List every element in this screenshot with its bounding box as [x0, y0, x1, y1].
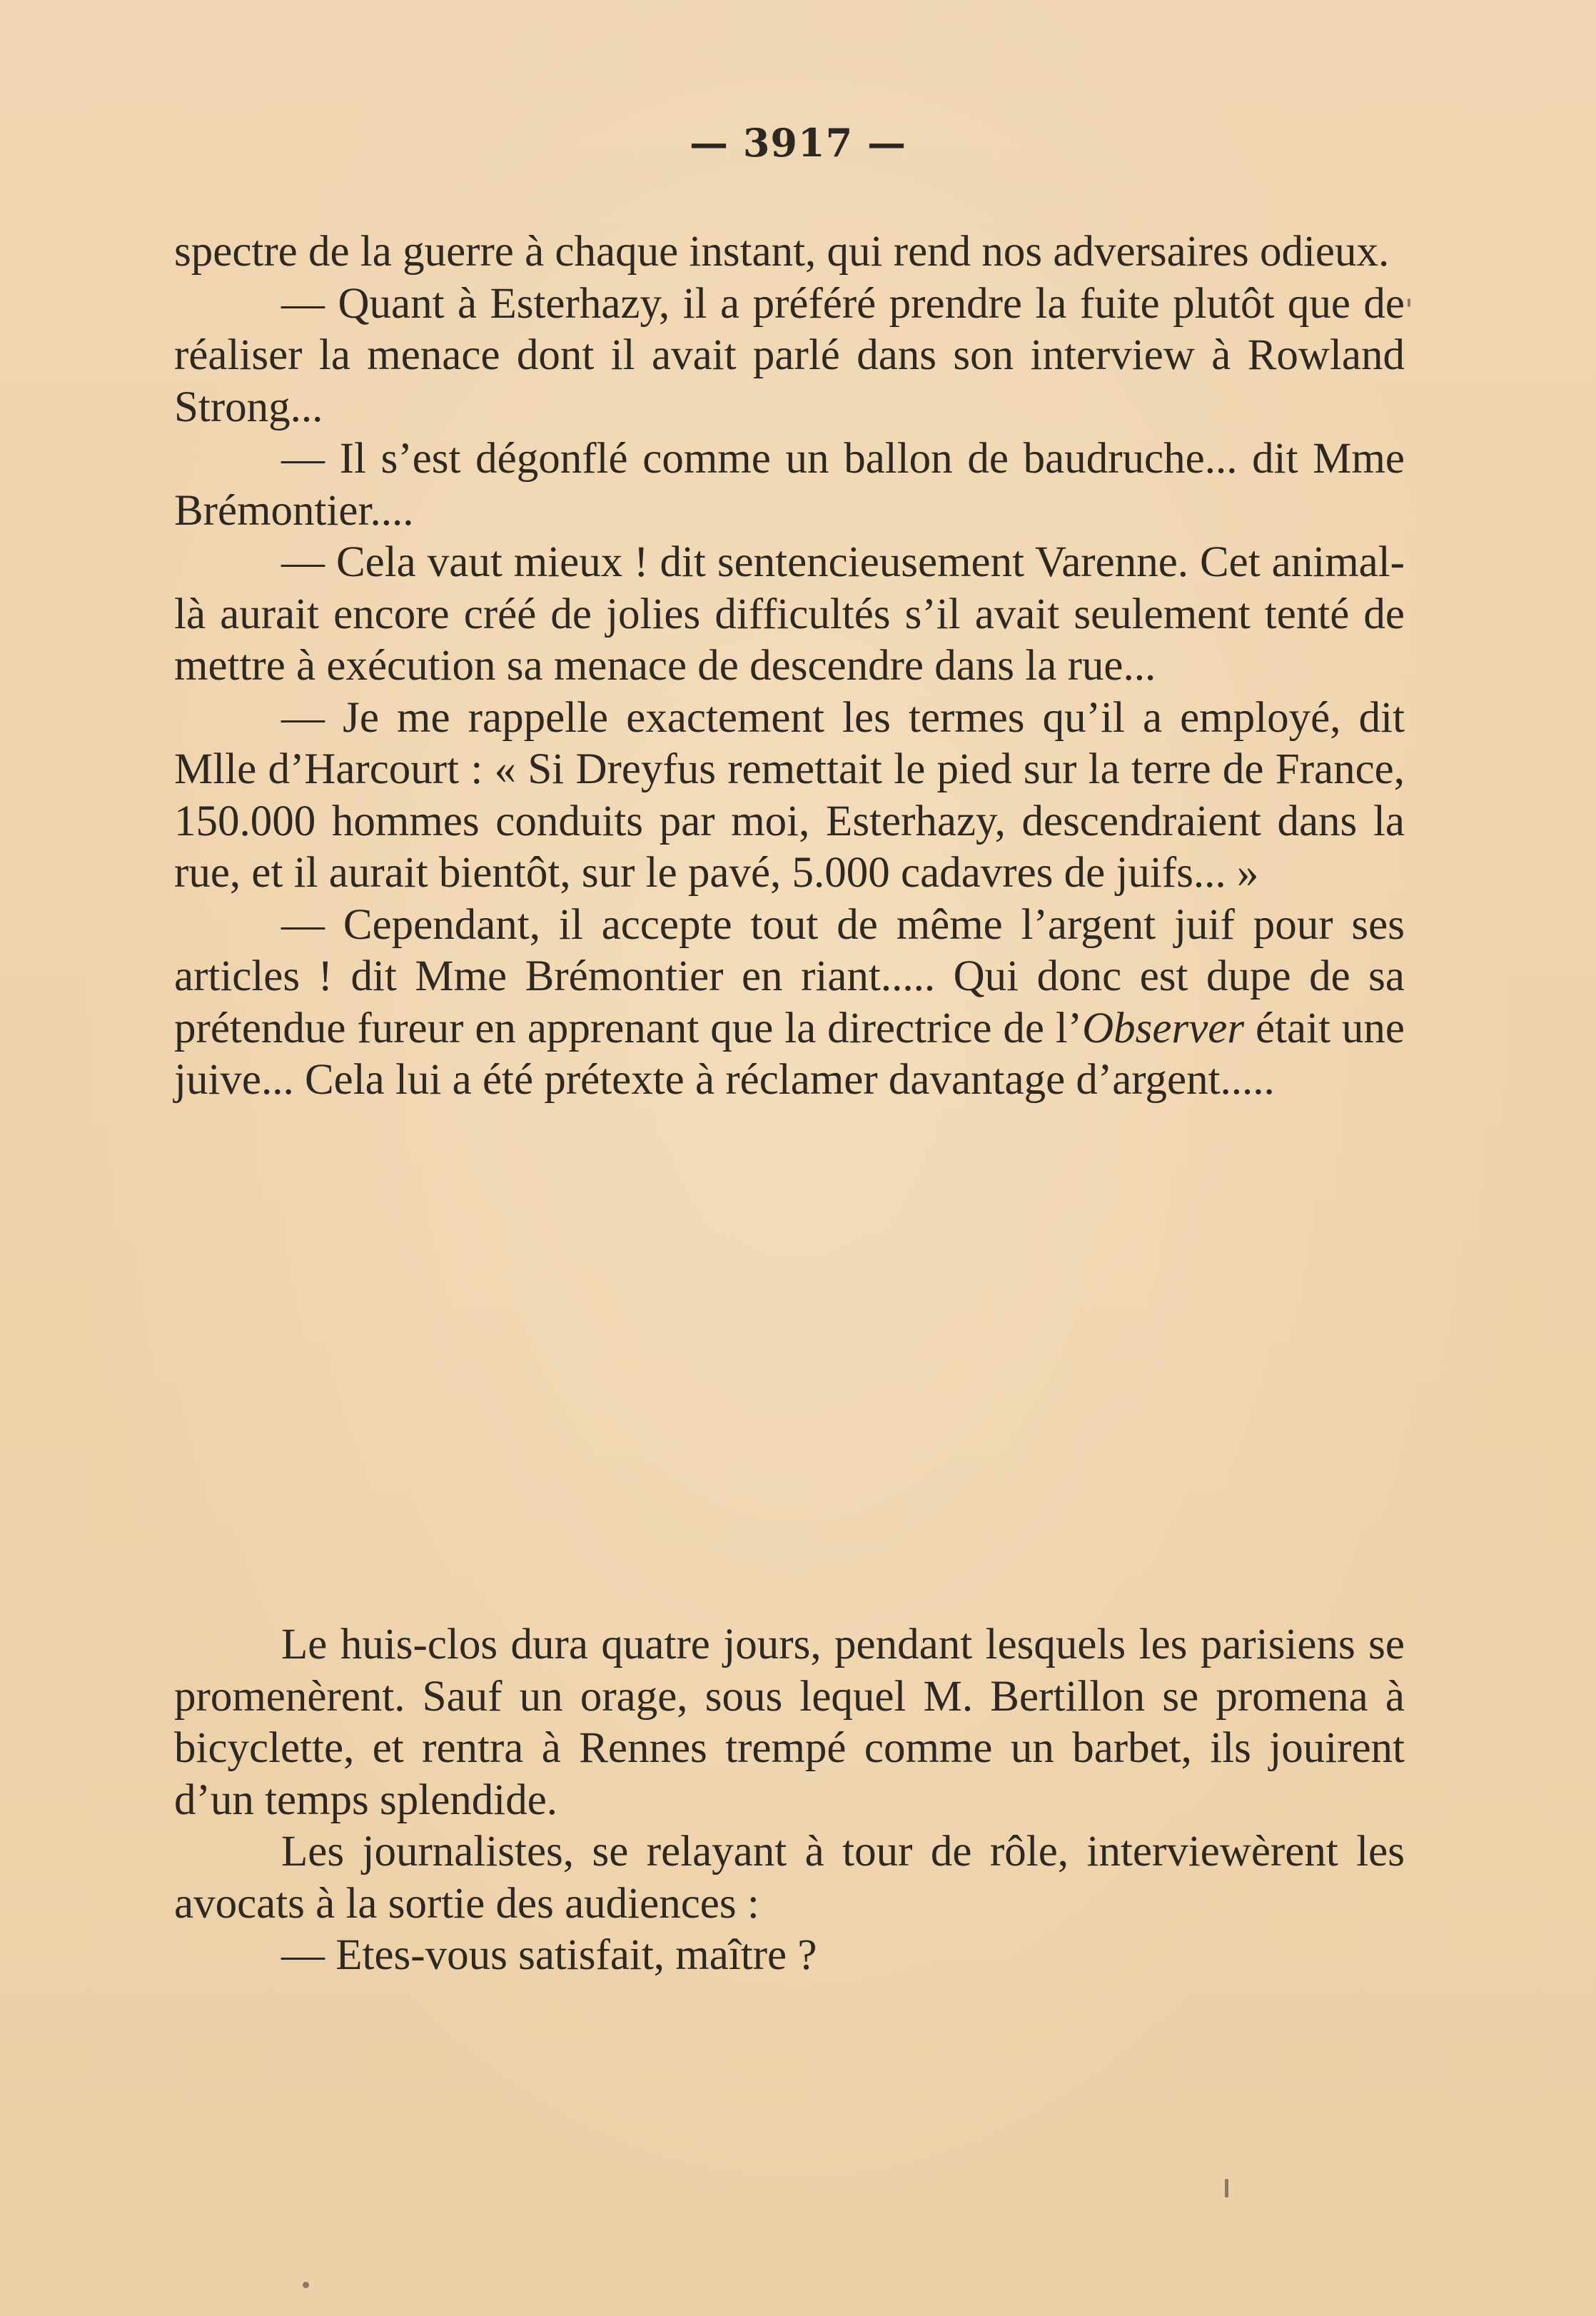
- paper-speck: [1225, 2179, 1228, 2197]
- paragraph: Les journalistes, se relayant à tour de rôle, interviewèrent les avocats à la sortie des audiences :: [174, 1828, 1405, 1928]
- paragraph-text: était une juive... Cela lui a été prétexte à réclamer davantage d’argent.....: [174, 1004, 1405, 1104]
- paragraph: — Je me rappelle exactement les termes qu’il a employé, dit Mlle d’Harcourt : « Si Dreyfus remettait le pied sur la terre de France, 150.000 hommes conduits par moi, Esterhazy, descendraient dans la rue, et il aurait bientôt, sur le pavé, 5.000 cadavres de juifs... »: [174, 693, 1405, 897]
- paragraph: — Etes-vous satisfait, maître ?: [281, 1931, 817, 1979]
- paragraph: [174, 900, 1405, 1107]
- italic-title: Observer: [1082, 1004, 1245, 1052]
- text-block-lower: [174, 1619, 1405, 1982]
- paragraph: — Cela vaut mieux ! dit sentencieusement Varenne. Cet animal-là aurait encore créé de jolies difficultés s’il avait seulement tenté de mettre à exécution sa menace de descendre dans la rue...: [174, 538, 1405, 690]
- page-number: — 3917 —: [690, 120, 906, 166]
- text-block-upper: [174, 226, 1405, 1107]
- paragraph: — Quant à Esterhazy, il a préféré prendre la fuite plutôt que de réaliser la menace dont il avait parlé dans son interview à Rowland Strong...: [174, 279, 1405, 431]
- paper-speck: [303, 2282, 309, 2288]
- paragraph: Le huis-clos dura quatre jours, pendant lesquels les parisiens se promenèrent. Sauf un orage, sous lequel M. Bertillon se promena à bicyclette, et rentra à Rennes trempé comme un barbet, ils jouirent d’un temps splendide.: [174, 1621, 1405, 1824]
- paper-speck: [1408, 298, 1410, 307]
- show-through-area: [128, 1342, 1413, 1585]
- paragraph: spectre de la guerre à chaque instant, qui rend nos adversaires odieux.: [174, 228, 1390, 276]
- paragraph: — Il s’est dégonflé comme un ballon de baudruche... dit Mme Brémontier....: [174, 435, 1405, 535]
- paragraph-text: — Cependant, il accepte tout de même l’argent juif pour ses articles ! dit Mme Brémontier en riant..... Qui donc est dupe de sa prétendue fureur en apprenant que la directrice de l’: [174, 900, 1405, 1052]
